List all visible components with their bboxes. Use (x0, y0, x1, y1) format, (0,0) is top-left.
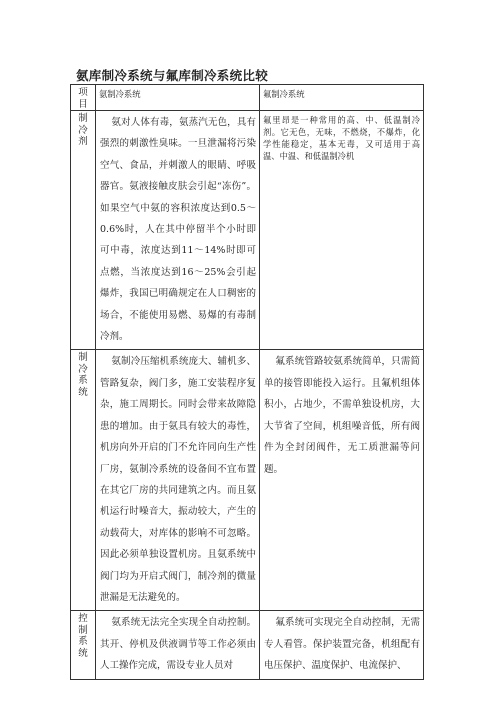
freon-cell (260, 111, 424, 350)
header-ammonia-cell (96, 85, 260, 111)
page-title: 氨库制冷系统与氟库制冷系统比较 (76, 68, 269, 83)
header-item-cell (71, 85, 96, 111)
freon-cell (260, 611, 424, 679)
table-row (71, 350, 424, 611)
header-item: 项目 (78, 87, 88, 110)
ammonia-cell (96, 611, 260, 679)
table-row (71, 111, 424, 350)
item-label: 控制系统 (78, 613, 88, 659)
freon-text: 氟里昂是一种常用的高、中、低温制冷剂。它无色，无味，不燃烧，不爆炸，化学性能稳定，基本无毒，又可适用于高温、中温、和低温制冷机 (263, 115, 420, 161)
freon-text: 氟系统可实现完全自动控制，无需专人看管。保护装置完备，机组配有电压保护、温度保护、电流保护、 (264, 617, 420, 672)
item-label: 制冷剂 (78, 113, 88, 147)
header-ammonia: 氨制冷系统 (99, 89, 141, 99)
ammonia-cell (96, 111, 260, 350)
ammonia-cell (96, 350, 260, 611)
ammonia-text: 氨制冷压缩机系统庞大、辅机多、管路复杂，阀门多，施工安装程序复杂，施工周期长。同时会带来故障隐患的增加。由于氨具有较大的毒性，机房向外开启的门不允许同向生产性厂房，氨制冷系统的设备间不宜布置在其它厂房的共同建筑之内。而且氨机运行时噪音大，振动较大，产生的动载荷大，对库体的影响不可忽略。因此必须单独设置机房。且氨系统中阀门均为开启式阀门，制冷剂的微量泄漏是无法避免的。 (100, 356, 256, 603)
ammonia-text: 氨对人体有毒，氨蒸汽无色，具有强烈的刺激性臭味。一旦泄漏将污染空气、食品，并刺激人的眼睛、呼吸器官。氨液接触皮肤会引起“冻伤”。如果空气中氨的容积浓度达到0.5～0.6%时，人在其中停留半个小时即可中毒，浓度达到11～14%时即可点燃，当浓度达到16～25%会引起爆炸，我国已明确规定在人口稠密的场合，不能使用易燃、易爆的有毒制冷剂。 (100, 117, 256, 343)
item-cell (71, 111, 96, 350)
table-row (71, 611, 424, 679)
freon-text: 氟系统管路较氨系统简单，只需简单的接管即能投入运行。且氟机组体积小，占地少，不需单独设机房，大大节省了空间，机组噪音低，所有阀件为全封闭阀件，无工质泄漏等问题。 (264, 356, 420, 475)
header-freon-cell (260, 85, 424, 111)
table-header-row (71, 85, 424, 111)
freon-cell (260, 350, 424, 611)
item-cell (71, 350, 96, 611)
item-label: 制冷系统 (78, 352, 88, 398)
item-cell (71, 611, 96, 679)
ammonia-text: 氨系统无法完全实现全自动控制。其开、停机及供液调节等工作必须由人工操作完成，需设专业人员对 (100, 617, 256, 672)
comparison-table (70, 84, 424, 680)
header-freon: 氟制冷系统 (263, 89, 305, 99)
